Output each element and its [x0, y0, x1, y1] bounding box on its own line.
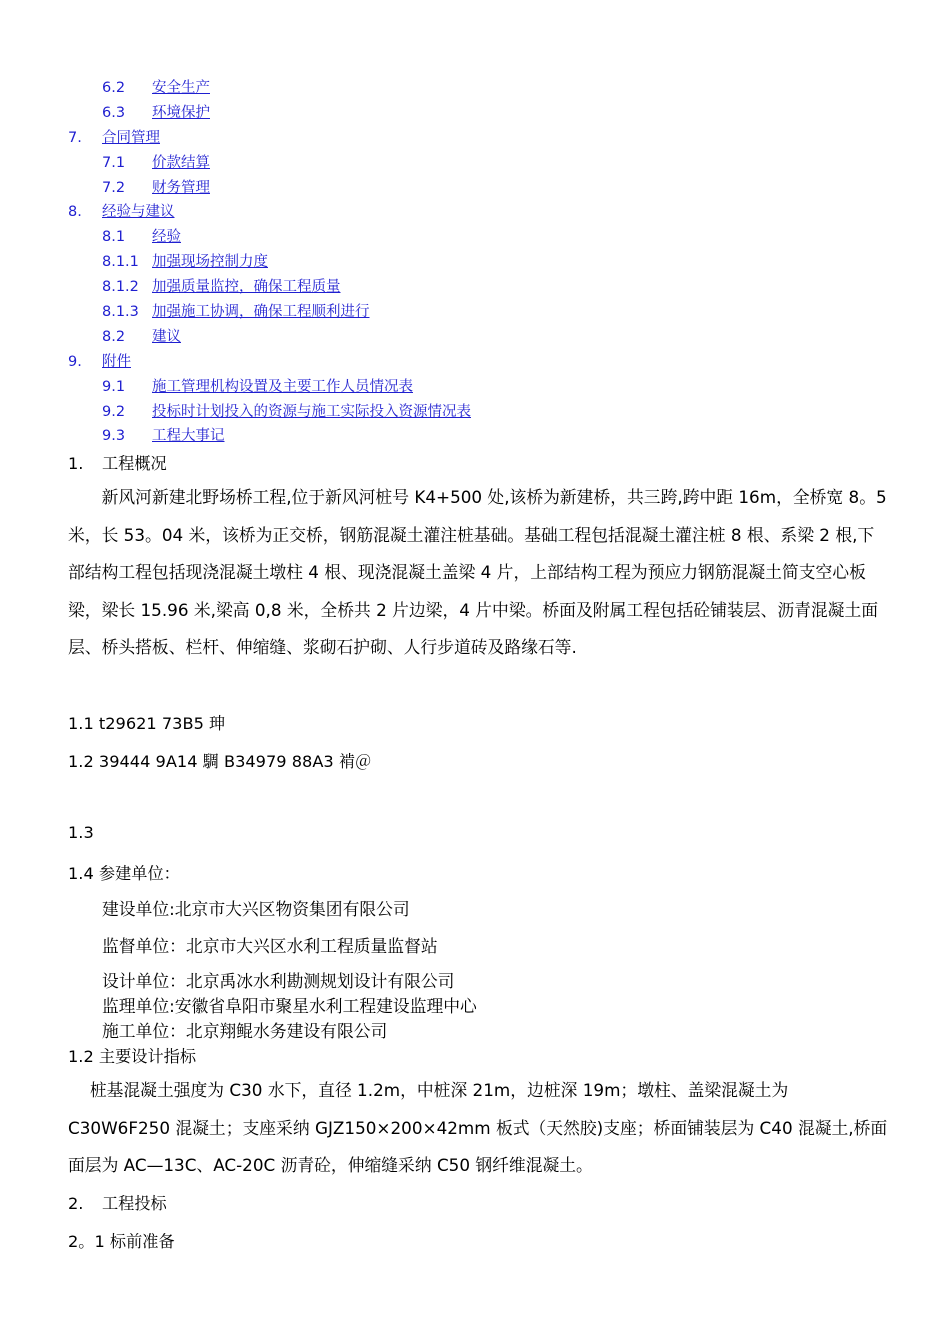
toc-title: 财务管理	[152, 179, 210, 196]
unit-monitoring: 监理单位:安徽省阜阳市聚星水利工程建设监理中心	[102, 996, 477, 1016]
toc-number: 8.	[68, 204, 82, 221]
toc-title: 附件	[102, 353, 131, 370]
toc-link[interactable]	[102, 155, 210, 171]
toc-item	[0, 225, 950, 250]
toc-number: 7.1	[102, 154, 126, 171]
toc-number: 8.1.2	[102, 279, 139, 296]
toc-item	[0, 200, 950, 225]
section-1-number: 1.	[68, 454, 84, 473]
toc-title: 经验	[152, 229, 181, 246]
toc-link[interactable]	[102, 254, 268, 270]
section-2-heading	[68, 1190, 167, 1214]
toc-item	[0, 350, 950, 375]
unit-construction-owner: 建设单位:北京市大兴区物资集团有限公司	[102, 899, 410, 919]
toc-link[interactable]	[102, 105, 210, 121]
toc-link[interactable]	[102, 304, 370, 320]
toc-item	[0, 275, 950, 300]
toc-number: 8.1	[102, 229, 126, 246]
toc-link[interactable]	[102, 379, 413, 395]
toc-title: 加强现场控制力度	[152, 254, 268, 271]
section-2-title: 工程投标	[102, 1194, 167, 1213]
heading-1-4: 1.4 参建单位：	[68, 864, 180, 883]
toc-title: 价款结算	[152, 154, 210, 171]
toc-link[interactable]	[102, 279, 341, 295]
toc-link[interactable]	[102, 180, 210, 196]
unit-supervision: 监督单位：北京市大兴区水利工程质量监督站	[102, 936, 438, 956]
toc-item	[0, 325, 950, 350]
toc-title: 建议	[152, 328, 181, 345]
toc-link[interactable]	[102, 428, 225, 444]
toc-number: 9.1	[102, 378, 126, 395]
toc-link[interactable]	[68, 204, 175, 220]
toc-title: 合同管理	[102, 129, 160, 146]
toc-link[interactable]	[102, 329, 181, 345]
toc-number: 6.3	[102, 104, 126, 121]
toc-number: 9.3	[102, 428, 126, 445]
toc-number: 9.	[68, 353, 82, 370]
toc-item	[0, 424, 950, 449]
section-1-paragraph: 新风河新建北野场桥工程,位于新风河桩号 K4+500 处,该桥为新建桥，共三跨,跨中距 16m，全桥宽 8。5 米，长 53。04 米，该桥为正交桥，钢筋混凝土灌注桩基础。基础工程包括混凝土灌注桩 8 根、系梁 2 根,下部结构工程包括现浇混凝土墩柱 4 根、现浇混凝土盖梁 4 片，上部结构工程为预应力钢筋混凝土简支空心板梁，梁长 15.96 米,梁高 0,8 米，全桥共 2 片边梁，4 片中梁。桥面及附属工程包括砼铺装层、沥青混凝土面层、桥头搭板、栏杆、伸缩缝、浆砌石护砌、人行步道砖及路缘石等.	[68, 487, 887, 658]
unit-design: 设计单位：北京禹冰水利勘测规划设计有限公司	[102, 971, 455, 991]
toc-number: 8.2	[102, 328, 126, 345]
toc-item	[0, 176, 950, 201]
section-2-number: 2.	[68, 1194, 84, 1213]
toc-number: 6.2	[102, 80, 126, 96]
toc-title: 加强施工协调，确保工程顺利进行	[152, 304, 370, 321]
toc-number: 7.2	[102, 179, 126, 196]
toc-item	[0, 300, 950, 325]
toc-number: 7.	[68, 129, 82, 146]
toc-link[interactable]	[68, 130, 160, 146]
heading-design-indicators: 1.2 主要设计指标	[68, 1047, 197, 1066]
section-1-title: 工程概况	[102, 454, 167, 473]
toc-title: 施工管理机构设置及主要工作人员情况表	[152, 378, 413, 395]
toc-item	[0, 375, 950, 400]
toc-link[interactable]	[68, 354, 131, 370]
toc-title: 环境保护	[152, 104, 210, 121]
toc-link[interactable]	[102, 404, 471, 420]
table-of-contents	[0, 76, 950, 449]
toc-title: 工程大事记	[152, 428, 225, 445]
heading-1-2: 1.2 39444 9A14 騆 B34979 88A3 褃＠	[68, 752, 372, 771]
toc-number: 8.1.1	[102, 254, 139, 271]
toc-title: 投标时计划投入的资源与施工实际投入资源情况表	[152, 403, 471, 420]
toc-item	[0, 126, 950, 151]
toc-item	[0, 250, 950, 275]
toc-link[interactable]	[102, 80, 210, 96]
design-paragraph: 桩基混凝土强度为 C30 水下，直径 1.2m，中桩深 21m，边桩深 19m；墩柱、盖梁混凝土为 C30W6F250 混凝土；支座采纳 GJZ150×200×42mm 板式（天然胶)支座；桥面铺装层为 C40 混凝土,桥面面层为 AC—13C、AC-20C 沥青砼，伸缩缝采纳 C50 钢纤维混凝土。	[68, 1080, 888, 1176]
toc-title: 经验与建议	[102, 204, 175, 221]
toc-number: 8.1.3	[102, 304, 139, 321]
toc-title: 安全生产	[152, 80, 210, 96]
toc-number: 9.2	[102, 403, 126, 420]
heading-2-1: 2。1 标前准备	[68, 1232, 175, 1251]
toc-item	[0, 151, 950, 176]
toc-link[interactable]	[102, 229, 181, 245]
heading-1-1: 1.1 t29621 73B5 珅	[68, 714, 226, 733]
toc-item	[0, 400, 950, 425]
heading-1-3: 1.3	[68, 823, 94, 842]
section-1-heading	[68, 450, 167, 474]
toc-title: 加强质量监控，确保工程质量	[152, 279, 341, 296]
toc-item	[0, 101, 950, 126]
unit-contractor: 施工单位：北京翔鲲水务建设有限公司	[102, 1021, 388, 1041]
toc-item	[0, 76, 950, 101]
